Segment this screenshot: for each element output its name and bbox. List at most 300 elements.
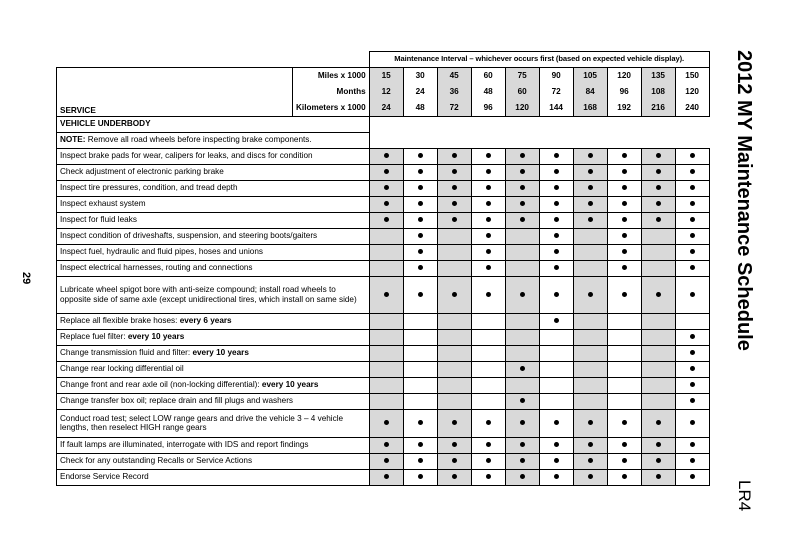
service-dot-icon — [690, 233, 695, 238]
service-dot-icon — [452, 474, 457, 479]
service-item-text: Replace all flexible brake hoses: — [60, 316, 180, 326]
interval-cell — [607, 313, 641, 329]
service-dot-icon — [384, 153, 389, 158]
service-dot-icon — [622, 265, 627, 270]
interval-cell — [437, 196, 471, 212]
interval-cell — [641, 377, 675, 393]
interval-cell — [437, 437, 471, 453]
service-item-text: Inspect condition of driveshafts, suspension, and steering boots/gaiters — [60, 231, 318, 241]
service-dot-icon — [384, 474, 389, 479]
interval-km-120: 120 — [505, 100, 539, 117]
interval-cell — [505, 228, 539, 244]
schedule-row — [57, 409, 710, 437]
schedule-row — [57, 244, 710, 260]
service-dot-icon — [554, 185, 559, 190]
service-dot-icon — [690, 169, 695, 174]
schedule-row — [57, 164, 710, 180]
interval-caption: Maintenance Interval – whichever occurs first (based on expected vehicle display). — [369, 52, 709, 68]
service-dot-icon — [452, 217, 457, 222]
interval-cell — [471, 276, 505, 313]
service-item-text: Change rear locking differential oil — [60, 364, 184, 374]
interval-months-120: 120 — [675, 84, 709, 100]
service-dot-icon — [554, 217, 559, 222]
interval-cell — [539, 180, 573, 196]
service-item-text: If fault lamps are illuminated, interrogate with IDS and report findings — [60, 440, 309, 450]
service-dot-icon — [622, 442, 627, 447]
interval-cell — [641, 276, 675, 313]
service-dot-icon — [418, 201, 423, 206]
interval-cell — [437, 377, 471, 393]
schedule-row — [57, 329, 710, 345]
service-item — [57, 164, 370, 180]
service-item — [57, 276, 370, 313]
interval-cell — [471, 361, 505, 377]
service-item-text: Inspect for fluid leaks — [60, 215, 137, 225]
interval-cell — [641, 453, 675, 469]
service-dot-icon — [486, 474, 491, 479]
interval-miles-75: 75 — [505, 67, 539, 84]
service-item — [57, 361, 370, 377]
interval-cell — [539, 409, 573, 437]
service-dot-icon — [690, 185, 695, 190]
service-item-interval: every 10 years — [261, 380, 319, 390]
interval-cell — [573, 437, 607, 453]
interval-miles-15: 15 — [369, 67, 403, 84]
interval-cell — [437, 260, 471, 276]
interval-cell — [675, 244, 709, 260]
service-dot-icon — [656, 169, 661, 174]
service-dot-icon — [520, 366, 525, 371]
interval-cell — [539, 260, 573, 276]
interval-cell — [607, 329, 641, 345]
service-dot-icon — [486, 185, 491, 190]
interval-cell — [403, 260, 437, 276]
interval-cell — [573, 228, 607, 244]
service-dot-icon — [622, 153, 627, 158]
service-dot-icon — [452, 458, 457, 463]
interval-cell — [607, 345, 641, 361]
service-item — [57, 453, 370, 469]
service-item-text: Inspect brake pads for wear, calipers for leaks, and discs for condition — [60, 151, 313, 161]
interval-months-48: 48 — [471, 84, 505, 100]
service-item — [57, 313, 370, 329]
service-dot-icon — [656, 185, 661, 190]
interval-cell — [675, 212, 709, 228]
interval-cell — [369, 345, 403, 361]
interval-cell — [607, 469, 641, 485]
service-item-text: Conduct road test; select LOW range gears and drive the vehicle 3 – 4 vehicle lengths, then reselect HIGH range gears — [60, 413, 344, 432]
interval-miles-30: 30 — [403, 67, 437, 84]
service-dot-icon — [588, 292, 593, 297]
interval-cell — [369, 409, 403, 437]
interval-cell — [607, 196, 641, 212]
service-dot-icon — [452, 169, 457, 174]
interval-cell — [607, 437, 641, 453]
interval-cell — [505, 437, 539, 453]
interval-cell — [607, 212, 641, 228]
service-dot-icon — [486, 420, 491, 425]
interval-cell — [403, 345, 437, 361]
interval-cell — [675, 453, 709, 469]
service-dot-icon — [554, 233, 559, 238]
service-dot-icon — [452, 292, 457, 297]
interval-cell — [369, 361, 403, 377]
interval-cell — [403, 453, 437, 469]
interval-cell — [539, 377, 573, 393]
interval-km-96: 96 — [471, 100, 505, 117]
interval-cell — [675, 409, 709, 437]
service-dot-icon — [418, 292, 423, 297]
interval-cell — [539, 361, 573, 377]
service-dot-icon — [452, 201, 457, 206]
interval-cell — [369, 164, 403, 180]
interval-cell — [471, 244, 505, 260]
interval-cell — [573, 361, 607, 377]
service-dot-icon — [622, 474, 627, 479]
service-dot-icon — [520, 442, 525, 447]
interval-cell — [403, 329, 437, 345]
service-dot-icon — [384, 169, 389, 174]
service-dot-icon — [384, 420, 389, 425]
schedule-row — [57, 469, 710, 485]
service-dot-icon — [486, 169, 491, 174]
interval-cell — [539, 228, 573, 244]
schedule-row — [57, 148, 710, 164]
interval-cell — [505, 148, 539, 164]
interval-cell — [437, 276, 471, 313]
interval-cell — [675, 313, 709, 329]
interval-cell — [675, 276, 709, 313]
interval-cell — [539, 313, 573, 329]
service-dot-icon — [554, 153, 559, 158]
service-dot-icon — [520, 153, 525, 158]
interval-cell — [369, 393, 403, 409]
interval-months-24: 24 — [403, 84, 437, 100]
interval-cell — [505, 453, 539, 469]
note-text: Remove all road wheels before inspecting brake components. — [85, 135, 312, 145]
service-dot-icon — [690, 442, 695, 447]
interval-cell — [607, 361, 641, 377]
service-dot-icon — [418, 153, 423, 158]
service-dot-icon — [622, 458, 627, 463]
service-dot-icon — [588, 169, 593, 174]
service-dot-icon — [520, 420, 525, 425]
service-dot-icon — [554, 292, 559, 297]
interval-cell — [607, 453, 641, 469]
interval-km-24: 24 — [369, 100, 403, 117]
service-dot-icon — [656, 217, 661, 222]
interval-cell — [675, 345, 709, 361]
schedule-row — [57, 212, 710, 228]
interval-cell — [403, 196, 437, 212]
interval-cell — [641, 244, 675, 260]
interval-cell — [675, 437, 709, 453]
service-dot-icon — [622, 249, 627, 254]
interval-cell — [573, 313, 607, 329]
interval-cell — [471, 469, 505, 485]
service-dot-icon — [690, 249, 695, 254]
interval-cell — [607, 164, 641, 180]
service-dot-icon — [452, 420, 457, 425]
service-dot-icon — [622, 169, 627, 174]
interval-cell — [369, 313, 403, 329]
page-number: 29 — [20, 272, 32, 285]
interval-cell — [675, 469, 709, 485]
interval-miles-135: 135 — [641, 67, 675, 84]
km-label: Kilometers x 1000 — [293, 100, 370, 117]
interval-cell — [437, 345, 471, 361]
interval-miles-45: 45 — [437, 67, 471, 84]
interval-cell — [539, 453, 573, 469]
schedule-row — [57, 453, 710, 469]
interval-cell — [471, 345, 505, 361]
interval-cell — [471, 313, 505, 329]
service-item-text: Replace fuel filter: — [60, 332, 128, 342]
service-dot-icon — [690, 292, 695, 297]
service-dot-icon — [520, 201, 525, 206]
interval-cell — [607, 393, 641, 409]
interval-cell — [641, 148, 675, 164]
interval-cell — [403, 313, 437, 329]
interval-cell — [607, 228, 641, 244]
interval-cell — [573, 148, 607, 164]
interval-cell — [505, 393, 539, 409]
interval-cell — [641, 409, 675, 437]
interval-cell — [675, 361, 709, 377]
service-dot-icon — [418, 442, 423, 447]
interval-cell — [471, 180, 505, 196]
interval-cell — [675, 377, 709, 393]
interval-cell — [437, 409, 471, 437]
service-dot-icon — [588, 420, 593, 425]
service-dot-icon — [384, 458, 389, 463]
interval-cell — [641, 164, 675, 180]
interval-km-48: 48 — [403, 100, 437, 117]
service-dot-icon — [554, 169, 559, 174]
interval-months-60: 60 — [505, 84, 539, 100]
service-item-text: Lubricate wheel spigot bore with anti-seize compound; install road wheels to opposite side of same axle (except unidirectional tires, which install on same side) — [60, 285, 357, 304]
schedule-row — [57, 393, 710, 409]
interval-miles-150: 150 — [675, 67, 709, 84]
interval-cell — [505, 212, 539, 228]
interval-miles-120: 120 — [607, 67, 641, 84]
service-item-text: Inspect fuel, hydraulic and fluid pipes, hoses and unions — [60, 247, 264, 257]
service-dot-icon — [622, 201, 627, 206]
interval-cell — [403, 212, 437, 228]
interval-km-72: 72 — [437, 100, 471, 117]
service-item — [57, 196, 370, 212]
service-dot-icon — [690, 366, 695, 371]
interval-cell — [369, 329, 403, 345]
interval-cell — [437, 313, 471, 329]
interval-cell — [403, 361, 437, 377]
interval-cell — [505, 345, 539, 361]
service-item-interval: every 10 years — [192, 348, 249, 358]
schedule-row — [57, 180, 710, 196]
service-dot-icon — [418, 265, 423, 270]
interval-cell — [675, 260, 709, 276]
service-dot-icon — [486, 153, 491, 158]
interval-cell — [437, 180, 471, 196]
interval-cell — [641, 260, 675, 276]
service-item — [57, 260, 370, 276]
interval-cell — [403, 437, 437, 453]
service-dot-icon — [554, 442, 559, 447]
interval-cell — [403, 469, 437, 485]
interval-cell — [403, 148, 437, 164]
service-item — [57, 377, 370, 393]
interval-cell — [573, 260, 607, 276]
interval-cell — [505, 276, 539, 313]
service-dot-icon — [418, 233, 423, 238]
interval-cell — [505, 377, 539, 393]
interval-cell — [505, 196, 539, 212]
interval-cell — [573, 164, 607, 180]
interval-cell — [539, 164, 573, 180]
service-dot-icon — [588, 185, 593, 190]
interval-cell — [505, 361, 539, 377]
service-dot-icon — [418, 474, 423, 479]
interval-cell — [369, 228, 403, 244]
interval-cell — [505, 180, 539, 196]
maintenance-schedule-table — [56, 51, 710, 486]
service-dot-icon — [622, 233, 627, 238]
service-item-text: Inspect exhaust system — [60, 199, 146, 209]
interval-cell — [471, 377, 505, 393]
interval-cell — [641, 361, 675, 377]
interval-cell — [471, 409, 505, 437]
note-row — [57, 132, 370, 148]
service-dot-icon — [554, 249, 559, 254]
interval-cell — [403, 180, 437, 196]
interval-cell — [573, 196, 607, 212]
service-dot-icon — [520, 169, 525, 174]
service-dot-icon — [554, 420, 559, 425]
schedule-row — [57, 313, 710, 329]
interval-cell — [539, 345, 573, 361]
service-item — [57, 345, 370, 361]
interval-cell — [539, 276, 573, 313]
interval-cell — [573, 212, 607, 228]
interval-cell — [505, 313, 539, 329]
model-label: LR4 — [735, 480, 754, 512]
service-dot-icon — [690, 201, 695, 206]
service-dot-icon — [486, 233, 491, 238]
interval-cell — [573, 329, 607, 345]
service-item-interval: every 10 years — [127, 332, 185, 342]
service-dot-icon — [690, 153, 695, 158]
service-dot-icon — [656, 201, 661, 206]
interval-miles-105: 105 — [573, 67, 607, 84]
interval-cell — [403, 228, 437, 244]
interval-months-72: 72 — [539, 84, 573, 100]
interval-km-240: 240 — [675, 100, 709, 117]
service-dot-icon — [622, 185, 627, 190]
service-dot-icon — [554, 458, 559, 463]
schedule-row — [57, 345, 710, 361]
service-dot-icon — [486, 249, 491, 254]
service-dot-icon — [554, 474, 559, 479]
interval-cell — [539, 148, 573, 164]
months-label: Months — [293, 84, 370, 100]
service-dot-icon — [418, 169, 423, 174]
service-dot-icon — [384, 217, 389, 222]
schedule-row — [57, 196, 710, 212]
service-dot-icon — [656, 420, 661, 425]
service-dot-icon — [520, 185, 525, 190]
interval-cell — [505, 329, 539, 345]
interval-cell — [607, 260, 641, 276]
service-dot-icon — [554, 265, 559, 270]
interval-cell — [607, 377, 641, 393]
page-title-container — [712, 50, 776, 350]
interval-months-36: 36 — [437, 84, 471, 100]
interval-cell — [369, 180, 403, 196]
interval-cell — [369, 437, 403, 453]
interval-cell — [539, 393, 573, 409]
service-item-text: Inspect tire pressures, condition, and tread depth — [60, 183, 238, 193]
schedule-row — [57, 437, 710, 453]
interval-cell — [607, 276, 641, 313]
interval-months-96: 96 — [607, 84, 641, 100]
service-dot-icon — [418, 217, 423, 222]
interval-cell — [471, 453, 505, 469]
interval-cell — [607, 180, 641, 196]
service-dot-icon — [384, 292, 389, 297]
interval-cell — [437, 228, 471, 244]
section-heading: VEHICLE UNDERBODY — [57, 116, 370, 132]
interval-cell — [675, 196, 709, 212]
interval-cell — [573, 453, 607, 469]
page-number-container — [16, 272, 36, 292]
service-dot-icon — [690, 458, 695, 463]
service-dot-icon — [384, 185, 389, 190]
interval-cell — [505, 164, 539, 180]
service-item — [57, 437, 370, 453]
service-dot-icon — [622, 292, 627, 297]
service-dot-icon — [656, 442, 661, 447]
service-header: SERVICE — [57, 100, 293, 117]
interval-cell — [505, 244, 539, 260]
interval-cell — [573, 244, 607, 260]
schedule-row — [57, 260, 710, 276]
interval-cell — [471, 212, 505, 228]
interval-cell — [505, 469, 539, 485]
service-dot-icon — [486, 442, 491, 447]
interval-cell — [675, 148, 709, 164]
model-container — [712, 480, 776, 530]
page-title: 2012 MY Maintenance Schedule — [733, 50, 755, 351]
service-dot-icon — [486, 458, 491, 463]
service-dot-icon — [452, 153, 457, 158]
schedule-row — [57, 276, 710, 313]
service-item — [57, 393, 370, 409]
interval-cell — [369, 148, 403, 164]
interval-cell — [539, 469, 573, 485]
interval-cell — [539, 437, 573, 453]
service-dot-icon — [384, 201, 389, 206]
interval-cell — [573, 393, 607, 409]
interval-cell — [403, 377, 437, 393]
service-item-text: Change transfer box oil; replace drain and fill plugs and washers — [60, 396, 294, 406]
interval-cell — [675, 329, 709, 345]
service-dot-icon — [588, 474, 593, 479]
interval-cell — [539, 196, 573, 212]
interval-cell — [437, 329, 471, 345]
service-dot-icon — [690, 334, 695, 339]
schedule-row — [57, 228, 710, 244]
service-dot-icon — [520, 474, 525, 479]
